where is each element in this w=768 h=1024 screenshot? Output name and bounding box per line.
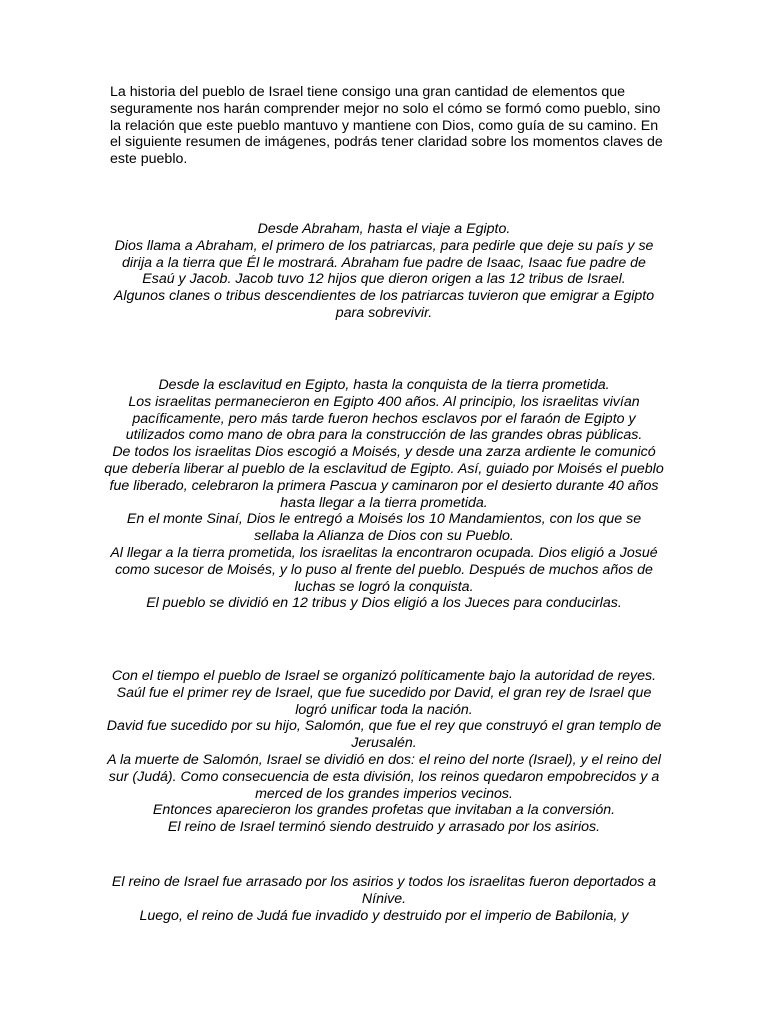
section-paragraph: Con el tiempo el pueblo de Israel se organizó políticamente bajo la autoridad de reyes. Saúl fue el primer rey de Israel, que fue sucedido por David, el gran rey de Israel que logró unificar toda la nación. [111, 668, 657, 718]
intro-paragraph: La historia del pueblo de Israel tiene consigo una gran cantidad de elementos que seguramente nos harán comprender mejor no solo el cómo se formó como pueblo, sino la relación que este pueblo mantuvo y mantiene con Dios, como guía de su camino. En el siguiente resumen de imágenes, podrás tener claridad sobre los momentos claves de este pueblo. [110, 84, 663, 168]
section-paragraph: De todos los israelitas Dios escogió a Moisés, y desde una zarza ardiente le comunicó que debería liberar al pueblo de la esclavitud de Egipto. Así, guiado por Moisés el pueblo fue liberado, celebraron la primera Pascua y caminaron por el desierto durante 40 años hasta llegar a la tierra prometida. [104, 444, 664, 511]
section-paragraph: David fue sucedido por su hijo, Salomón, que fue el rey que construyó el gran templo de Jerusalén. [106, 718, 662, 752]
section-exile [104, 874, 664, 924]
section-paragraph: Los israelitas permanecieron en Egipto 400 años. Al principio, los israelitas vivían pacíficamente, pero más tarde fueron hechos esclavos por el faraón de Egipto y utilizados como mano de obra para la construcción de las grandes obras públicas. [125, 393, 643, 444]
section-heading: Desde la esclavitud en Egipto, hasta la conquista de la tierra prometida. [158, 377, 610, 393]
section-paragraph: El reino de Israel terminó siendo destruido y arrasado por los asirios. [167, 819, 601, 836]
section-paragraph: El reino de Israel fue arrasado por los asirios y todos los israelitas fueron deportados a Nínive. [111, 874, 657, 907]
section-paragraph: Entonces aparecieron los grandes profetas que invitaban a la conversión. [152, 802, 616, 819]
section-paragraph: Dios llama a Abraham, el primero de los patriarcas, para pedirle que deje su país y se dirija a la tierra que Él le mostrará. Abraham fue padre de Isaac, Isaac fue padre de Esaú y Jacob. Jacob tuvo 12 hijos que dieron origen a las 12 tribus de Israel. [114, 237, 654, 288]
section-paragraph: Al llegar a la tierra prometida, los israelitas la encontraron ocupada. Dios eligió a Josué como sucesor de Moisés, y lo puso al frente del pueblo. Después de muchos años de luchas se logró la conquista. [110, 544, 658, 595]
section-slavery-to-conquest [104, 377, 664, 612]
section-paragraph: El pueblo se dividió en 12 tribus y Dios eligió a los Jueces para conducirlas. [146, 595, 622, 612]
section-kings [104, 668, 664, 836]
section-paragraph: En el monte Sinaí, Dios le entregó a Moisés los 10 Mandamientos, con los que se sellaba la Alianza de Dios con su Pueblo. [126, 511, 642, 545]
section-paragraph: A la muerte de Salomón, Israel se dividió en dos: el reino del norte (Israel), y el reino del sur (Judá). Como consecuencia de esta división, los reinos quedaron empobrecidos y a merced de los grandes imperios vecinos. [107, 751, 661, 802]
section-heading: Desde Abraham, hasta el viaje a Egipto. [257, 221, 511, 237]
section-paragraph: Algunos clanes o tribus descendientes de los patriarcas tuvieron que emigrar a Egipto para sobrevivir. [113, 288, 655, 321]
section-paragraph: Luego, el reino de Judá fue invadido y destruido por el imperio de Babilonia, y [139, 907, 629, 924]
section-abraham-to-egypt [104, 221, 664, 322]
